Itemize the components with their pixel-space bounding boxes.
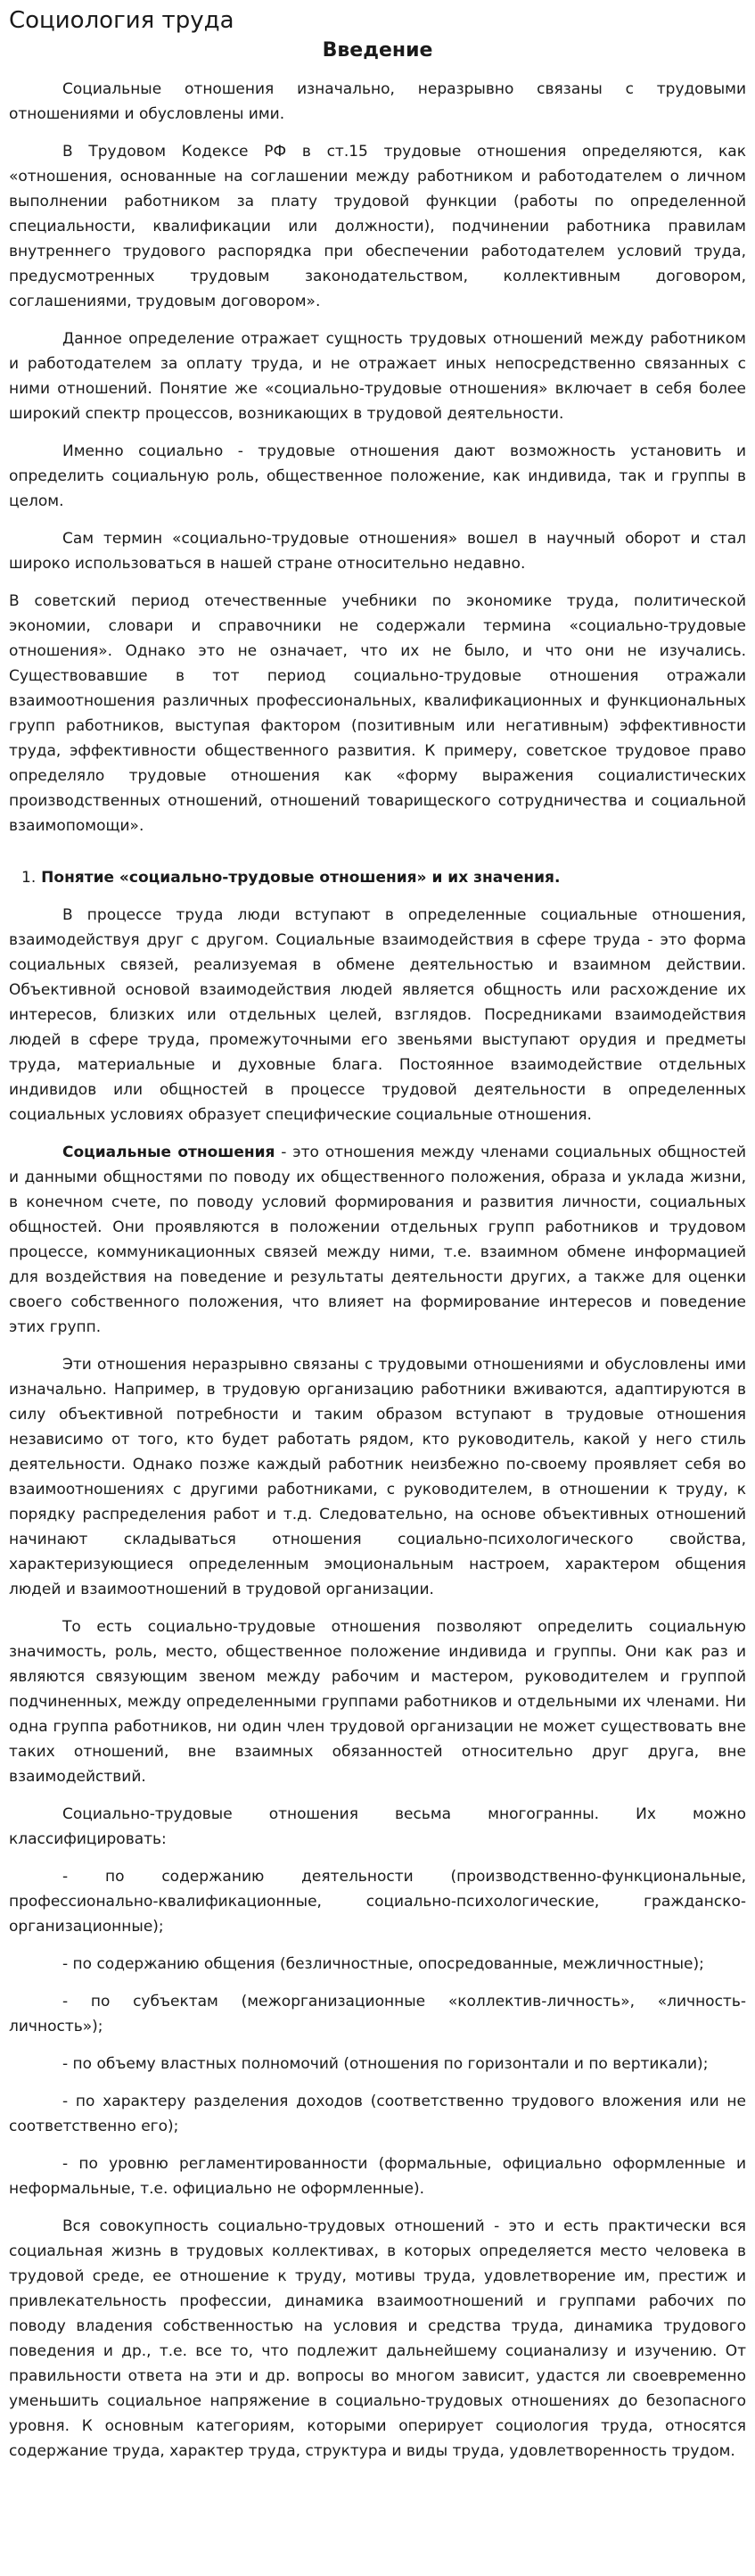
section-1-heading [9, 865, 746, 890]
section-1-number: 1. [21, 869, 37, 887]
definition-term: Социальные отношения [62, 1144, 275, 1161]
intro-paragraph: В Трудовом Кодексе РФ в ст.15 трудовые отношения определяются, как «отношения, основанные на соглашении между работником и работодателем о личном выполнении работником за плату трудовой функции (работы по определенной специальности, квалификации или должности), подчинении работника правилам внутреннего трудового распорядка при обеспечении работодателем условий труда, предусмотренных трудовым законодательством, коллективным договором, соглашениями, трудовым договором». [9, 143, 746, 310]
intro-paragraph: Социальные отношения изначально, неразрывно связаны с трудовыми отношениями и обусловлены ими. [9, 80, 746, 123]
classification-item: - по объему властных полномочий (отношения по горизонтали и по вертикали); [62, 2055, 709, 2073]
intro-heading: Введение [322, 39, 433, 62]
intro-paragraph: Именно социально - трудовые отношения дают возможность установить и определить социальную роль, общественное положение, как индивида, так и группы в целом. [9, 442, 746, 510]
section-paragraph: В процессе труда люди вступают в определенные социальные отношения, взаимодействуя друг с другом. Социальные взаимодействия в сфере труда - это форма социальных связей, реализуемая в обмене деятельностью и взаимном действии. Объективной основой взаимодействия людей является общность или расхождение их интересов, близких или отдельных целей, взглядов. Посредниками взаимодействия людей в сфере труда, промежуточными его звеньями выступают орудия и предметы труда, материальные и духовные блага. Постоянное взаимодействие отдельных индивидов или общностей в процессе трудовой деятельности в определенных социальных условиях образует специфические социальные отношения. [9, 906, 746, 1124]
definition-paragraph [9, 1140, 746, 1340]
definition-text: - это отношения между членами социальных общностей и данными общностями по поводу их общественного положения, образа и уклада жизни, в конечном счете, по поводу условий формирования и развития личности, социальных общностей. Они проявляются в положении отдельных групп работников и трудовом процессе, коммуникационных связей между ними, т.е. взаимном обмене информацией для воздействия на поведение и результаты деятельности других, а также для оценки своего собственного положения, что влияет на формирование интересов и поведение этих групп. [9, 1144, 746, 1336]
section-paragraph: Вся совокупность социально-трудовых отношений - это и есть практически вся социальная жизнь в трудовых коллективах, в которых определяется место человека в трудовой среде, ее отношение к труду, мотивы труда, удовлетворение им, престиж и привлекательность профессии, динамика взаимоотношений и группами рабочих по поводу владения собственностью на условия и средства труда, динамика трудового поведения и др., т.е. все то, что подлежит дальнейшему социанализу и изучению. От правильности ответа на эти и др. вопросы во многом зависит, удастся ли своевременно уменьшить социальное напряжение в социально-трудовых отношениях до безопасного уровня. К основным категориям, которыми оперирует социология труда, относятся содержание труда, характер труда, структура и виды труда, удовлетворенность трудом. [9, 2217, 746, 2460]
intro-paragraph: В советский период отечественные учебники по экономике труда, политической экономии, словари и справочники не содержали термина «социально-трудовые отношения». Однако это не означает, что их не было, и что они не изучались. Существовавшие в тот период социально-трудовые отношения отражали взаимоотношения различных профессиональных, квалификационных и функциональных групп работников, выступая фактором (позитивным или негативным) эффективности труда, эффективности общественного развития. К примеру, советское трудовое право определяло трудовые отношения как «форму выражения социалистических производственных отношений, отношений товарищеского сотрудничества и социальной взаимопомощи». [9, 592, 746, 835]
classification-item: - по уровню регламентированности (формальные, официально оформленные и неформальные, т.е. официально не оформленные). [9, 2155, 746, 2198]
section-1-title: Понятие «социально-трудовые отношения» и их значения. [41, 869, 561, 887]
classification-item: - по характеру разделения доходов (соответственно трудового вложения или не соответственно его); [9, 2093, 746, 2135]
section-paragraph: Эти отношения неразрывно связаны с трудовыми отношениями и обусловлены ими изначально. Например, в трудовую организацию работники вживаются, адаптируются в силу объективной потребности и таким образом вступают в трудовые отношения независимо от того, кто будет работать рядом, кто руководитель, какой у него стиль деятельности. Однако позже каждый работник неизбежно по-своему проявляет себя во взаимоотношениях с другими работниками, с руководителем, в отношении к труду, к порядку распределения работ и т.д. Следовательно, на основе объективных отношений начинают складываться отношения социально-психологического свойства, характеризующиеся определенным эмоциональным настроем, характером общения людей и взаимоотношений в трудовой организации. [9, 1356, 746, 1598]
classification-item: - по содержанию общения (безличностные, опосредованные, межличностные); [62, 1955, 704, 1973]
classification-item: - по содержанию деятельности (производственно-функциональные, профессионально-квалификационные, социально-психологические, гражданско-организационные); [9, 1868, 746, 1936]
section-paragraph: То есть социально-трудовые отношения позволяют определить социальную значимость, роль, место, общественное положение индивида и группы. Они как раз и являются связующим звеном между рабочим и мастером, руководителем и группой подчиненных, между определенными группами работников и отдельными их членами. Ни одна группа работников, ни один член трудовой организации не может существовать вне таких отношений, вне взаимных обязанностей относительно друг друга, вне взаимодействий. [9, 1618, 746, 1786]
section-paragraph: Социально-трудовые отношения весьма многогранны. Их можно классифицировать: [9, 1805, 746, 1848]
document-title: Социология труда [9, 7, 234, 34]
intro-paragraph: Данное определение отражает сущность трудовых отношений между работником и работодателем за оплату труда, и не отражает иных непосредственно связанных с ними отношений. Понятие же «социально-трудовые отношения» включает в себя более широкий спектр процессов, возникающих в трудовой деятельности. [9, 330, 746, 423]
classification-item: - по субъектам (межорганизационные «коллектив-личность», «личность-личность»); [9, 1993, 746, 2035]
intro-paragraph: Сам термин «социально-трудовые отношения» вошел в научный оборот и стал широко использоваться в нашей стране относительно недавно. [9, 530, 746, 573]
